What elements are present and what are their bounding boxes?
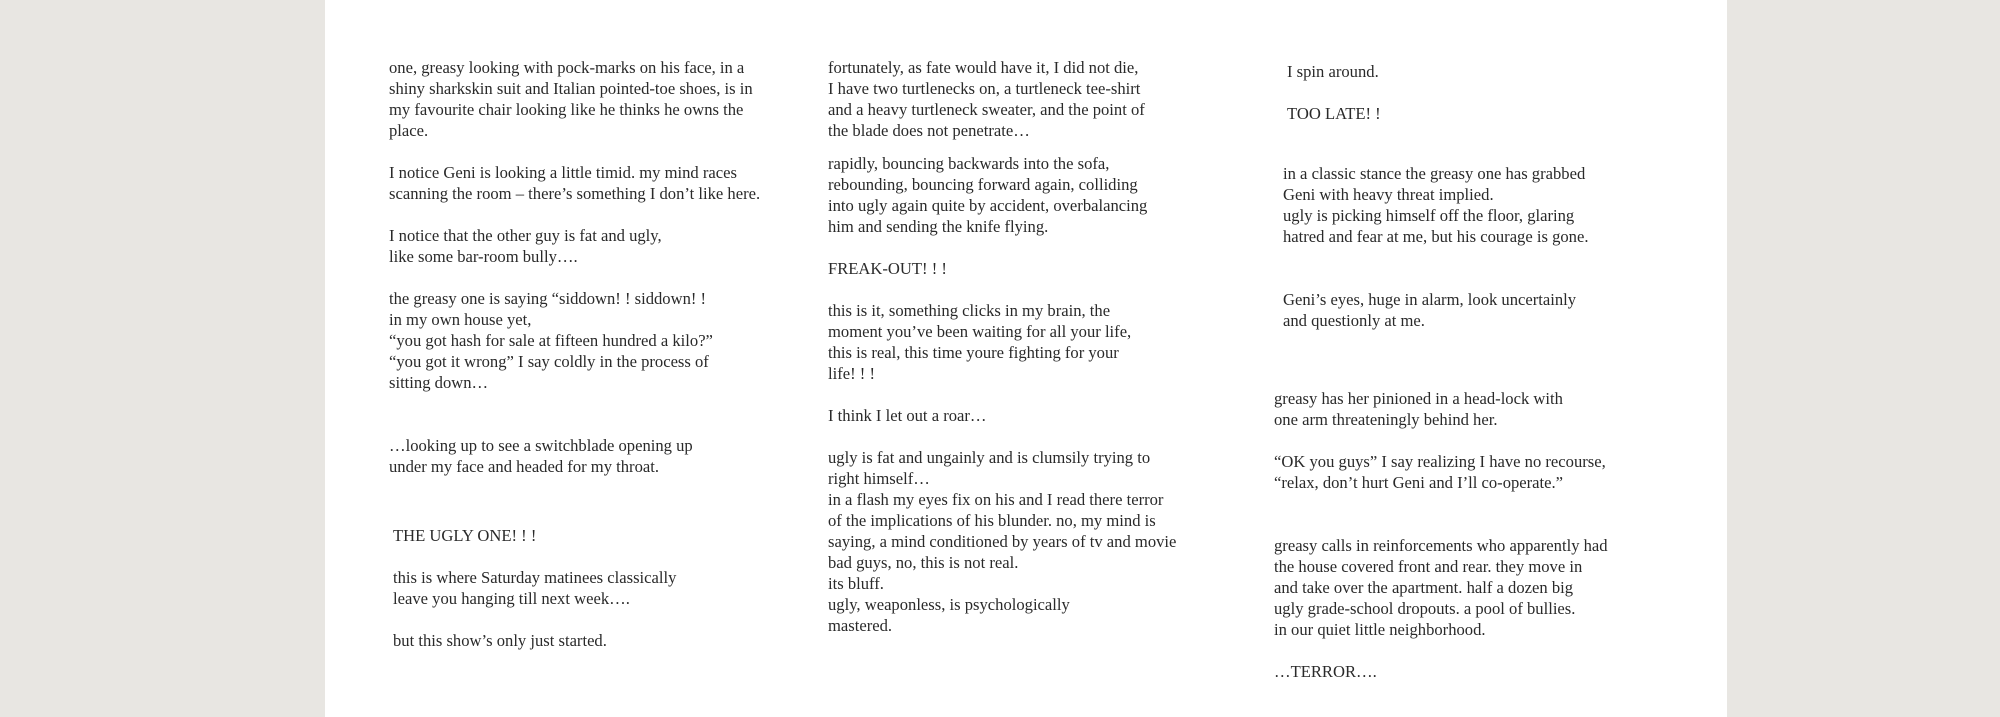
paragraph: THE UGLY ONE! ! ! (393, 526, 537, 545)
paragraph: greasy has her pinioned in a head-lock with one arm threateningly behind her. (1274, 389, 1563, 429)
paragraph: but this show’s only just started. (393, 631, 607, 650)
paragraph: TOO LATE! ! (1287, 104, 1381, 123)
paragraph: greasy calls in reinforcements who apparently had the house covered front and rear. they move in and take over the apartment. half a dozen big ugly grade-school dropouts. a pool of bullies. in our quiet little neighborhood. (1274, 536, 1608, 639)
paragraph: I notice Geni is looking a little timid. my mind races scanning the room – there’s something I don’t like here. (389, 163, 761, 203)
paragraph: I notice that the other guy is fat and ugly, like some bar-room bully…. (389, 226, 662, 266)
paragraph: Geni’s eyes, huge in alarm, look uncertainly and questionly at me. (1283, 290, 1577, 330)
paragraph: I spin around. (1287, 62, 1379, 81)
paragraph: fortunately, as fate would have it, I did not die, I have two turtlenecks on, a turtleneck tee-shirt and a heavy turtleneck sweater, and the point of the blade does not penetrate… (828, 58, 1145, 140)
paragraph: …TERROR…. (1274, 662, 1377, 681)
paragraph: this is where Saturday matinees classically leave you hanging till next week…. (393, 568, 677, 608)
paragraph: …looking up to see a switchblade opening up under my face and headed for my throat. (389, 436, 693, 476)
paragraph: I think I let out a roar… (828, 406, 987, 425)
paragraph: ugly is fat and ungainly and is clumsily trying to right himself… in a flash my eyes fix on his and I read there terror of the implications of his blunder. no, my mind is saying, a mind conditioned by years of tv and movie bad guys, no, this is not real. its bluff. ugly, weaponless, is psychologically mastered. (828, 448, 1177, 635)
paragraph: one, greasy looking with pock-marks on his face, in a shiny sharkskin suit and Italian pointed-toe shoes, is in my favourite chair looking like he thinks he owns the place. (389, 58, 753, 140)
paragraph: in a classic stance the greasy one has grabbed Geni with heavy threat implied. ugly is picking himself off the floor, glaring hatred and fear at me, but his courage is gone. (1283, 164, 1589, 246)
paragraph: this is it, something clicks in my brain, the moment you’ve been waiting for all your life, this is real, this time youre fighting for your life! ! ! (828, 301, 1132, 383)
document-page (325, 0, 1727, 717)
paragraph: “OK you guys” I say realizing I have no recourse, “relax, don’t hurt Geni and I’ll co-operate.” (1274, 452, 1606, 492)
paragraph: FREAK-OUT! ! ! (828, 259, 947, 278)
paragraph: rapidly, bouncing backwards into the sofa, rebounding, bouncing forward again, colliding into ugly again quite by accident, overbalancing him and sending the knife flying. (828, 154, 1148, 236)
paragraph: the greasy one is saying “siddown! ! siddown! ! in my own house yet, “you got hash for sale at fifteen hundred a kilo?” “you got it wrong” I say coldly in the process of sitting down… (389, 289, 713, 392)
